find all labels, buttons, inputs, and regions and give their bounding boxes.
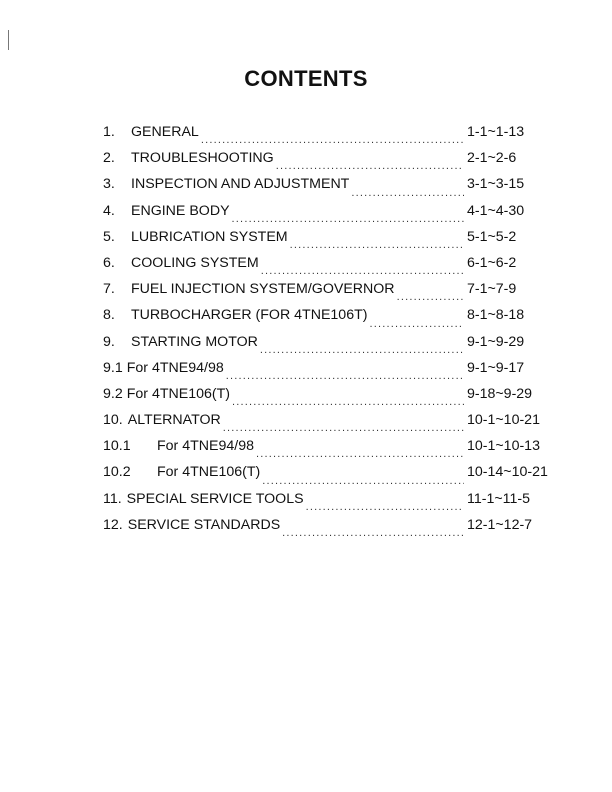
dot-leader xyxy=(282,527,464,543)
toc-entry-label: TROUBLESHOOTING xyxy=(131,150,274,167)
toc-entry xyxy=(103,281,553,307)
toc-entry-label: For 4TNE106(T) xyxy=(126,385,231,402)
toc-entry-page-range: 3-1~3-15 xyxy=(467,176,525,193)
dot-leader xyxy=(232,396,464,412)
toc-entry xyxy=(103,412,553,438)
dot-leader xyxy=(260,344,464,360)
toc-entry-label: SPECIAL SERVICE TOOLS xyxy=(126,490,304,507)
toc-entry-page-range: 10-1~10-21 xyxy=(467,412,540,429)
toc-entry-page-range: 9-1~9-17 xyxy=(467,359,525,376)
toc-entry-label: COOLING SYSTEM xyxy=(131,254,259,271)
toc-entry-label: INSPECTION AND ADJUSTMENT xyxy=(131,176,350,193)
toc-entry-label: For 4TNE106(T) xyxy=(157,464,261,481)
dot-leader xyxy=(256,448,464,464)
toc-entry-page-range: 1-1~1-13 xyxy=(467,124,525,140)
toc-entry-label: For 4TNE94/98 xyxy=(126,359,224,376)
dot-leader xyxy=(290,239,464,255)
table-of-contents xyxy=(103,124,553,543)
toc-entry-number: 12. xyxy=(103,516,123,533)
toc-entry-number: 7. xyxy=(103,281,115,298)
toc-subentry xyxy=(103,464,553,490)
dot-leader xyxy=(306,501,464,517)
toc-entry-number: 9. xyxy=(103,333,115,350)
toc-entry-number: 10.2 xyxy=(103,464,131,481)
toc-entry-number: 10. xyxy=(103,412,123,429)
toc-entry-page-range: 11-1~11-5 xyxy=(467,490,530,507)
toc-entry-page-range: 7-1~7-9 xyxy=(467,281,517,298)
dot-leader xyxy=(201,134,464,150)
toc-entry-page-range: 6-1~6-2 xyxy=(467,254,517,271)
dot-leader xyxy=(276,160,464,176)
toc-entry-label: GENERAL xyxy=(131,124,199,140)
toc-entry xyxy=(103,203,553,229)
dot-leader xyxy=(261,265,464,281)
toc-entry-page-range: 9-1~9-29 xyxy=(467,333,525,350)
toc-entry-page-range: 12-1~12-7 xyxy=(467,516,533,533)
toc-entry-page-range: 9-18~9-29 xyxy=(467,385,533,402)
page-title: CONTENTS xyxy=(244,66,368,91)
toc-entry-number: 9.1 xyxy=(103,359,123,376)
toc-entry-page-range: 4-1~4-30 xyxy=(467,202,525,219)
toc-entry-label: SERVICE STANDARDS xyxy=(127,516,281,533)
toc-entry-label: LUBRICATION SYSTEM xyxy=(131,228,288,245)
toc-entry-label: FUEL INJECTION SYSTEM/GOVERNOR xyxy=(131,281,395,298)
toc-entry-label: ALTERNATOR xyxy=(127,412,221,429)
toc-entry-label: TURBOCHARGER (FOR 4TNE106T) xyxy=(131,307,368,324)
toc-subentry xyxy=(103,386,553,412)
dot-leader xyxy=(226,370,464,386)
dot-leader xyxy=(232,213,464,229)
dot-leader xyxy=(351,187,464,203)
dot-leader xyxy=(369,318,464,334)
toc-entry-label: ENGINE BODY xyxy=(131,202,230,219)
toc-entry-page-range: 10-14~10-21 xyxy=(467,464,548,481)
toc-entry xyxy=(103,255,553,281)
toc-entry xyxy=(103,124,553,150)
toc-entry-number: 9.2 xyxy=(103,385,123,402)
toc-entry-page-range: 5-1~5-2 xyxy=(467,228,517,245)
scan-mark xyxy=(8,30,9,50)
toc-entry-label: For 4TNE94/98 xyxy=(157,438,254,455)
toc-subentry xyxy=(103,360,553,386)
toc-entry-number: 4. xyxy=(103,202,115,219)
toc-entry xyxy=(103,150,553,176)
toc-entry xyxy=(103,307,553,333)
toc-entry-number: 6. xyxy=(103,254,115,271)
toc-subentry xyxy=(103,438,553,464)
toc-entry-number: 2. xyxy=(103,150,115,167)
toc-entry-label: STARTING MOTOR xyxy=(131,333,258,350)
toc-entry-number: 5. xyxy=(103,228,115,245)
toc-entry-number: 1. xyxy=(103,124,115,140)
toc-entry-number: 3. xyxy=(103,176,115,193)
dot-leader xyxy=(223,422,464,438)
toc-entry-number: 11. xyxy=(103,490,122,507)
toc-entry-page-range: 10-1~10-13 xyxy=(467,438,540,455)
toc-entry-page-range: 2-1~2-6 xyxy=(467,150,517,167)
toc-entry xyxy=(103,491,553,517)
toc-entry xyxy=(103,229,553,255)
toc-entry-page-range: 8-1~8-18 xyxy=(467,307,525,324)
dot-leader xyxy=(262,475,464,491)
dot-leader xyxy=(397,291,464,307)
toc-entry xyxy=(103,176,553,202)
toc-entry xyxy=(103,334,553,360)
toc-entry-number: 8. xyxy=(103,307,115,324)
toc-entry xyxy=(103,517,553,543)
toc-entry-number: 10.1 xyxy=(103,438,131,455)
